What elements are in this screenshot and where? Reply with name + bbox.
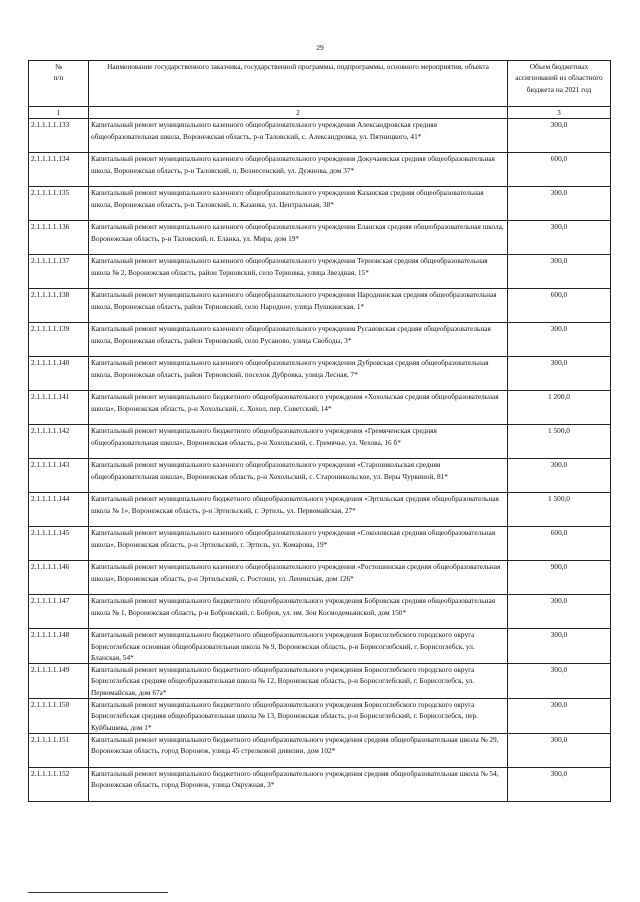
row-amount: 600,0 [508,527,611,561]
row-name: Капитальный ремонт муниципального бюджетного общеобразовательного учреждения Борисоглебского городского округа Борисоглебская основная общеобразовательная школа № 9, Воронежская область, р-н Борисоглебский, г. Борисоглебск, ул. Бланская, 54* [89,629,508,664]
row-amount: 300,0 [508,187,611,221]
table-row [29,357,611,391]
row-name: Капитальный ремонт муниципального казенного общеобразовательного учреждения «Староникольская средняя общеобразовательная школа», Воронежская область, р-н Хохольский, с. Староникольское, ул. Веры Чуркиной, 81* [89,459,508,493]
table-row [29,289,611,323]
row-code: 2.1.1.1.1.134 [29,153,89,187]
row-code: 2.1.1.1.1.137 [29,255,89,289]
row-amount: 1 500,0 [508,493,611,527]
row-name: Капитальный ремонт муниципального казенного общеобразовательного учреждения Русановская средняя общеобразовательная школа, Воронежская область, район Терновский, село Русаново, улица Свободы, 3* [89,323,508,357]
table-row [29,459,611,493]
row-code: 2.1.1.1.1.145 [29,527,89,561]
row-name: Капитальный ремонт муниципального казенного общеобразовательного учреждения Александровская средняя общеобразовательная школа, Воронежская область, р-н Таловский, с. Александровка, ул. Пятницкого, 41* [89,119,508,153]
row-name: Капитальный ремонт муниципального бюджетного общеобразовательного учреждения «Гремяченская средняя общеобразовательная школа», Воронежская область, р-н Хохольский, с. Гремячье, ул. Чехова, 16 б* [89,425,508,459]
table-row [29,629,611,664]
row-name: Капитальный ремонт муниципального казенного общеобразовательного учреждения Народнинская средняя общеобразовательная школа, Воронежская область, район Терновский, село Народное, улица Пушкинская, 1* [89,289,508,323]
row-name: Капитальный ремонт муниципального бюджетного общеобразовательного учреждения «Хохольская средняя общеобразовательная школа», Воронежская область, р-н Хохольский, с. Хохол, пер. Советский, 14* [89,391,508,425]
header-number: № п/п [29,61,89,107]
row-name: Капитальный ремонт муниципального казенного общеобразовательного учреждения «Ростошинская средняя общеобразовательная школа», Воронежская область, р-н Эртильский, с. Ростоши, ул. Ленинская, дом 126* [89,561,508,595]
header-name: Наименование государственного заказчика, государственной программы, подпрограммы, основного мероприятия, объекта [89,61,508,107]
row-name: Капитальный ремонт муниципального бюджетного общеобразовательного учреждения средняя общеобразовательная школа № 29, Воронежская область, город Воронеж, улица 45 стрелковой дивизии, дом 102* [89,733,508,767]
row-code: 2.1.1.1.1.138 [29,289,89,323]
row-amount: 300,0 [508,699,611,734]
row-code: 2.1.1.1.1.135 [29,187,89,221]
row-name: Капитальный ремонт муниципального казенного общеобразовательного учреждения «Соколовская средняя общеобразовательная школа», Воронежская область, р-н Эртильский, г. Эртиль, ул. Комарова, 19* [89,527,508,561]
row-code: 2.1.1.1.1.150 [29,699,89,734]
row-amount: 600,0 [508,153,611,187]
row-code: 2.1.1.1.1.146 [29,561,89,595]
row-amount: 900,0 [508,561,611,595]
row-name: Капитальный ремонт муниципального казенного общеобразовательного учреждения Докучаевская средняя общеобразовательная школа, Воронежская область, р-н Таловский, п. Вознесенский, ул. Дужнова, дом 37* [89,153,508,187]
row-name: Капитальный ремонт муниципального бюджетного общеобразовательного учреждения Борисоглебского городского округа Борисоглебская средняя общеобразовательная школа № 12, Воронежская область, р-н Борисоглебский, г. Борисоглебск, ул. Первомайская, дом 67а* [89,664,508,699]
footer-rule [28,892,168,893]
table-row [29,153,611,187]
table-row [29,767,611,801]
row-name: Капитальный ремонт муниципального казенного общеобразовательного учреждения Дубровская средняя общеобразовательная школа, Воронежская область, район Терновский, поселок Дубровка, улица Лесная, 7* [89,357,508,391]
row-name: Капитальный ремонт муниципального бюджетного общеобразовательного учреждения средняя общеобразовательная школа № 54, Воронежская область, город Воронеж, улица Окружная, 3* [89,767,508,801]
table-row [29,493,611,527]
row-name: Капитальный ремонт муниципального казенного общеобразовательного учреждения Казанская средняя общеобразовательная школа, Воронежская область, р-н Таловский, п. Казанка, ул. Центральная, 38* [89,187,508,221]
page-number: 29 [316,43,324,52]
table-row [29,119,611,153]
row-amount: 300,0 [508,664,611,699]
table-row [29,425,611,459]
row-code: 2.1.1.1.1.149 [29,664,89,699]
table-row [29,595,611,629]
row-name: Капитальный ремонт муниципального бюджетного общеобразовательного учреждения «Эртильская средняя общеобразовательная школа № 1», Воронежская область, р-н Эртильский, г. Эртиль, ул. Первомайская, 27* [89,493,508,527]
row-amount: 300,0 [508,733,611,767]
row-amount: 300,0 [508,221,611,255]
column-number-1: 1 [29,107,89,119]
table-row [29,255,611,289]
table-row [29,733,611,767]
row-code: 2.1.1.1.1.152 [29,767,89,801]
row-amount: 300,0 [508,767,611,801]
column-number-2: 2 [89,107,508,119]
row-amount: 300,0 [508,255,611,289]
table-row [29,561,611,595]
row-code: 2.1.1.1.1.133 [29,119,89,153]
table-row [29,221,611,255]
row-amount: 1 200,0 [508,391,611,425]
row-name: Капитальный ремонт муниципального казенного общеобразовательного учреждения Терновская средняя общеобразовательная школа № 2, Воронежская область, район Терновский, село Терновка, улица Звездная, 15* [89,255,508,289]
row-amount: 300,0 [508,357,611,391]
row-code: 2.1.1.1.1.147 [29,595,89,629]
table-header-row [29,61,611,107]
table-row [29,527,611,561]
row-code: 2.1.1.1.1.151 [29,733,89,767]
table-row [29,699,611,734]
row-name: Капитальный ремонт муниципального бюджетного общеобразовательного учреждения Борисоглебского городского округа Борисоглебская средняя общеобразовательная школа № 13, Воронежская область, р-н Борисоглебский, г. Борисоглебск, пер. Куйбышева, дом 1* [89,699,508,734]
row-amount: 300,0 [508,459,611,493]
row-name: Капитальный ремонт муниципального бюджетного общеобразовательного учреждения Бобровская средняя общеобразовательная школа № 1, Воронежская область, р-н Бобровский, г. Бобров, ул. им. Зои Космодемьянской, дом 150* [89,595,508,629]
table-row [29,323,611,357]
header-amount: Объем бюджетных ассигнований из областного бюджета на 2021 год [508,61,611,107]
table-row [29,187,611,221]
table-row [29,391,611,425]
row-amount: 600,0 [508,289,611,323]
row-name: Капитальный ремонт муниципального казенного общеобразовательного учреждения Еланская средняя общеобразовательная школа, Воронежская область, р-н Таловский, п. Еланка, ул. Мира, дом 19* [89,221,508,255]
column-number-3: 3 [508,107,611,119]
row-code: 2.1.1.1.1.139 [29,323,89,357]
row-amount: 300,0 [508,323,611,357]
row-code: 2.1.1.1.1.143 [29,459,89,493]
row-code: 2.1.1.1.1.144 [29,493,89,527]
budget-table [28,60,611,802]
row-amount: 300,0 [508,595,611,629]
row-amount: 300,0 [508,119,611,153]
row-code: 2.1.1.1.1.142 [29,425,89,459]
table-row [29,664,611,699]
table-body [29,119,611,802]
row-code: 2.1.1.1.1.136 [29,221,89,255]
row-code: 2.1.1.1.1.140 [29,357,89,391]
row-code: 2.1.1.1.1.141 [29,391,89,425]
column-number-row [29,107,611,119]
row-amount: 1 500,0 [508,425,611,459]
row-code: 2.1.1.1.1.148 [29,629,89,664]
row-amount: 300,0 [508,629,611,664]
